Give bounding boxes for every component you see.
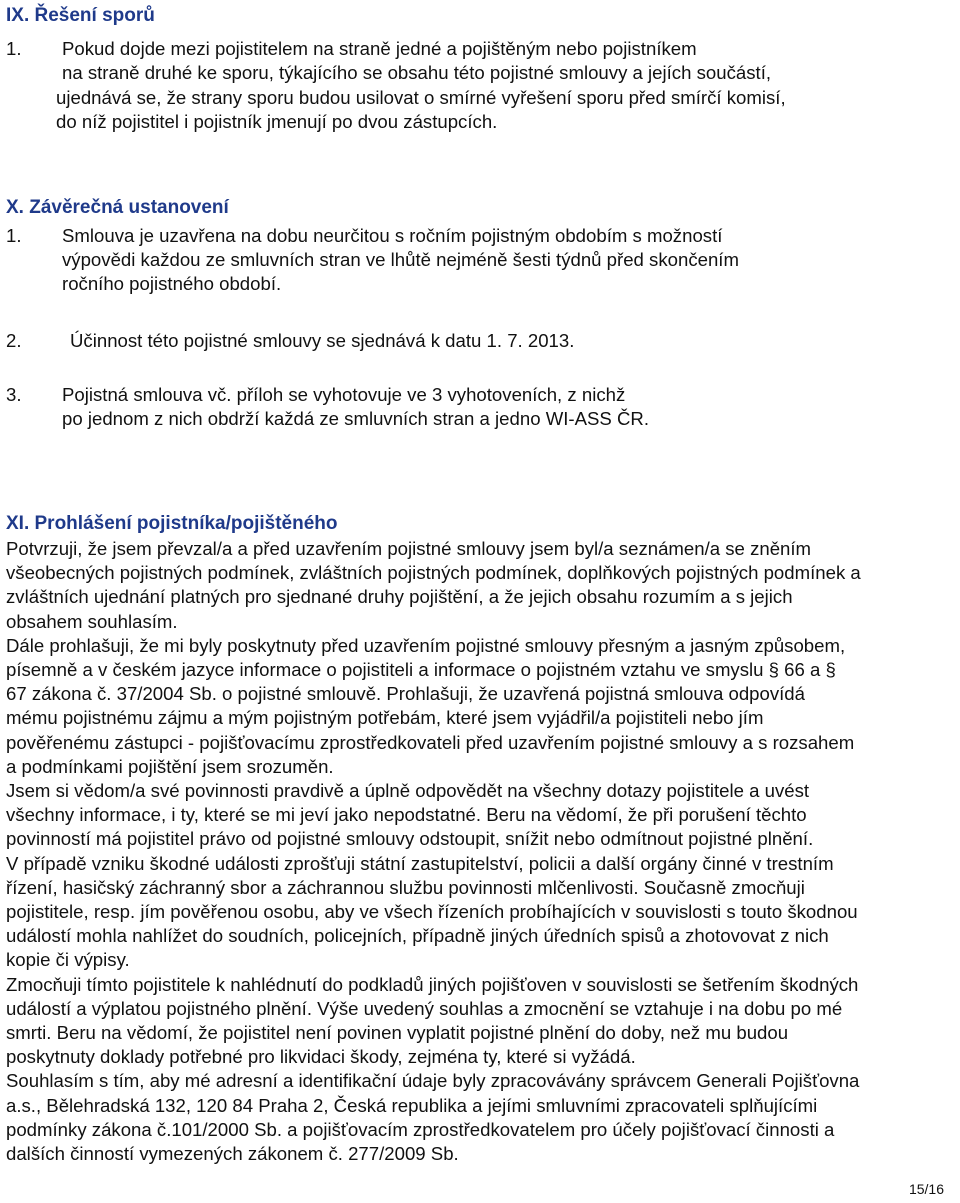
- text-line: Jsem si vědom/a své povinnosti pravdivě a úplně odpovědět na všechny dotazy pojistitele a uvést: [6, 780, 810, 802]
- item-text: [70, 329, 954, 353]
- text-line: do níž pojistitel i pojistník jmenují po dvou zástupcích.: [56, 111, 498, 133]
- section-9-heading: IX. Řešení sporů: [6, 5, 155, 26]
- item-text: [62, 383, 954, 431]
- text-line: všechny informace, i ty, které se mi jeví jako nepodstatné. Beru na vědomí, že při porušení těchto: [6, 804, 807, 826]
- section-11-body: [6, 537, 956, 1166]
- text-line: pověřenému zástupci - pojišťovacímu zprostředkovateli před uzavřením pojistné smlouvy a s rozsahem: [6, 731, 855, 753]
- section-9-item-1-continued: [56, 86, 956, 134]
- text-line: obsahem souhlasím.: [6, 610, 178, 632]
- section-10-item-3: [6, 383, 956, 435]
- section-10-item-1: [6, 224, 956, 300]
- text-line: pojistitele, resp. jím pověřenou osobu, aby ve všech řízeních probíhajících v souvislosti s touto škodnou: [6, 901, 858, 923]
- item-number: 3.: [6, 384, 22, 405]
- item-text: [62, 224, 954, 297]
- section-10-heading: X. Závěrečná ustanovení: [6, 197, 229, 218]
- text-line: ročního pojistného období.: [62, 273, 282, 295]
- page-number: 15/16: [908, 1181, 944, 1197]
- text-line: událostí a výplatou pojistného plnění. Výše uvedený souhlas a zmocnění se vztahuje i na dobu po mé: [6, 997, 843, 1019]
- text-line: výpovědi každou ze smluvních stran ve lhůtě nejméně šesti týdnů před skončením: [62, 249, 739, 271]
- item-text: [62, 37, 954, 85]
- text-line: na straně druhé ke sporu, týkajícího se obsahu této pojistné smlouvy a jejích součástí,: [62, 62, 772, 84]
- text-line: Smlouva je uzavřena na dobu neurčitou s ročním pojistným obdobím s možností: [62, 225, 723, 246]
- item-number: 1.: [6, 38, 22, 59]
- text-line: po jednom z nich obdrží každá ze smluvních stran a jedno WI-ASS ČR.: [62, 408, 650, 430]
- text-line: a.s., Bělehradská 132, 120 84 Praha 2, Česká republika a jejími smluvními zpracovateli splňujícími: [6, 1094, 818, 1116]
- text-line: smrti. Beru na vědomí, že pojistitel není povinen vyplatit pojistné plnění do doby, než mu budou: [6, 1022, 789, 1044]
- text-line: mému pojistnému zájmu a mým pojistným potřebám, které jsem vyjádřil/a pojistiteli nebo jím: [6, 707, 764, 729]
- item-number: 1.: [6, 225, 22, 246]
- text-line: ujednává se, že strany sporu budou usilovat o smírné vyřešení sporu před smírčí komisí,: [56, 87, 786, 108]
- text-line: dalších činností vymezených zákonem č. 277/2009 Sb.: [6, 1143, 459, 1165]
- text-line: Pojistná smlouva vč. příloh se vyhotovuje ve 3 vyhotoveních, z nichž: [62, 384, 626, 405]
- text-line: Účinnost této pojistné smlouvy se sjednává k datu 1. 7. 2013.: [70, 330, 575, 351]
- section-11-heading: XI. Prohlášení pojistníka/pojištěného: [6, 513, 338, 534]
- text-line: povinností má pojistitel právo od pojistné smlouvy odstoupit, snížit nebo odmítnout pojistné plnění.: [6, 828, 814, 850]
- text-line: podmínky zákona č.101/2000 Sb. a pojišťovacím zprostředkovatelem pro účely pojišťovací činnosti a: [6, 1118, 835, 1140]
- text-line: Dále prohlašuji, že mi byly poskytnuty před uzavřením pojistné smlouvy přesným a jasným způsobem,: [6, 634, 846, 656]
- text-line: řízení, hasičský záchranný sbor a záchrannou službu povinnosti mlčenlivosti. Současně zmocňuji: [6, 876, 805, 898]
- text-line: Pokud dojde mezi pojistitelem na straně jedné a pojištěným nebo pojistníkem: [62, 38, 697, 59]
- text-line: a podmínkami pojištění jsem srozuměn.: [6, 755, 334, 777]
- text-line: 67 zákona č. 37/2004 Sb. o pojistné smlouvě. Prohlašuji, že uzavřená pojistná smlouva odpovídá: [6, 683, 805, 705]
- text-line: zvláštních ujednání platných pro sjednané druhy pojištění, a že jejich obsahu rozumím a s jejich: [6, 586, 793, 608]
- item-number: 2.: [6, 330, 22, 351]
- text-line: písemně a v českém jazyce informace o pojistiteli a informace o pojistném vztahu ve smyslu § 66 a §: [6, 659, 836, 681]
- text-line: událostí mohla nahlížet do soudních, policejních, případně jiných úředních spisů a zhotovovat z nich: [6, 925, 829, 947]
- text-line: Potvrzuji, že jsem převzal/a a před uzavřením pojistné smlouvy jsem byl/a seznámen/a se zněním: [6, 538, 812, 559]
- text-line: Souhlasím s tím, aby mé adresní a identifikační údaje byly zpracovávány správcem Generali Pojišťovna: [6, 1070, 860, 1092]
- text-line: Zmocňuji tímto pojistitele k nahlédnutí do podkladů jiných pojišťoven v souvislosti se šetřením škodných: [6, 973, 859, 995]
- text-line: kopie či výpisy.: [6, 949, 130, 971]
- text-line: všeobecných pojistných podmínek, zvláštních pojistných podmínek, doplňkových pojistných podmínek a: [6, 562, 861, 584]
- text-line: poskytnuty doklady potřebné pro likvidaci škody, zejména ty, které si vyžádá.: [6, 1046, 636, 1068]
- text-line: V případě vzniku škodné události zprošťuji státní zastupitelství, policii a další orgány činné v trestním: [6, 852, 834, 874]
- section-10-item-2: [6, 329, 956, 355]
